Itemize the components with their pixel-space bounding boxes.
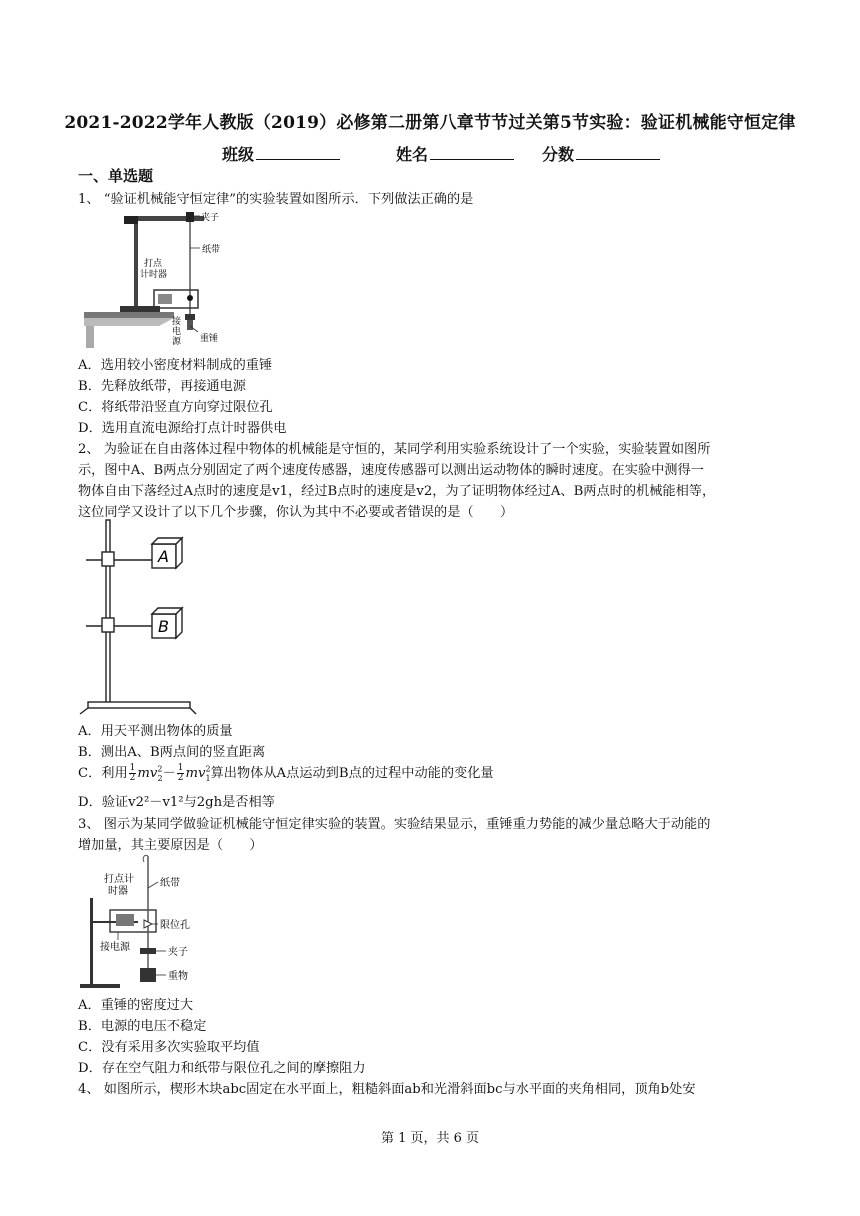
score-blank bbox=[576, 145, 660, 160]
q1-option-c[interactable]: C．将纸带沿竖直方向穿过限位孔 bbox=[78, 400, 273, 415]
page-title: 2021-2022学年人教版（2019）必修第二册第八章节节过关第5节实验：验证机械能守恒定律 bbox=[64, 113, 796, 133]
section-title: 一、单选题 bbox=[78, 167, 154, 185]
name-field bbox=[396, 142, 514, 165]
q1-label-timer-1: 打点 bbox=[144, 259, 163, 269]
q2-option-b[interactable]: B．测出A、B两点间的竖直距离 bbox=[78, 745, 266, 760]
q1-label-power-2: 电 bbox=[172, 327, 182, 337]
page-footer: 第 1 页，共 6 页 bbox=[380, 1131, 480, 1146]
q3-figure bbox=[78, 852, 208, 992]
q2-option-c-prefix: C．利用 bbox=[78, 766, 128, 781]
q2-line-1: 2、 为验证在自由落体过程中物体的机械能是守恒的，某同学利用实验系统设计了一个实验，实验装置如图所 bbox=[78, 442, 711, 457]
class-blank bbox=[256, 145, 340, 160]
q1-label-timer-2: 计时器 bbox=[140, 270, 168, 280]
name-label: 姓名 bbox=[396, 145, 429, 164]
q3-label-timer-1: 打点计 bbox=[104, 874, 134, 885]
q2-option-c[interactable]: C．利用 $\frac{1}{2}$ $mv^2_2-$ $\frac{1}{2}$ $mv^2_1$算出物体从A点运动到B点的过程中动能的变化量 bbox=[78, 763, 494, 783]
q3-line-1: 3、 图示为某同学做验证机械能守恒定律实验的装置。实验结果显示，重锤重力势能的减少量总略大于动能的 bbox=[78, 817, 711, 832]
q3-option-a[interactable]: A．重锤的密度过大 bbox=[78, 998, 194, 1013]
q3-option-c[interactable]: C．没有采用多次实验取平均值 bbox=[78, 1040, 260, 1055]
q3-line-2: 增加量，其主要原因是（ ） bbox=[78, 838, 263, 853]
q2-line-3: 物体自由下落经过A点时的速度是v1，经过B点时的速度是v2，为了证明物体经过A、B两点时的机械能相等， bbox=[78, 484, 716, 499]
class-field bbox=[222, 142, 340, 165]
q1-option-b[interactable]: B．先释放纸带，再接通电源 bbox=[78, 379, 246, 394]
q2-option-c-suffix: 算出物体从A点运动到B点的过程中动能的变化量 bbox=[210, 766, 494, 781]
q2-option-a[interactable]: A．用天平测出物体的质量 bbox=[78, 724, 233, 739]
q4-line-1: 4、 如图所示，楔形木块abc固定在水平面上，粗糙斜面ab和光滑斜面bc与水平面的夹角相同，顶角b处安 bbox=[78, 1082, 696, 1097]
q3-label-timer-2: 时器 bbox=[108, 886, 128, 897]
q1-option-d[interactable]: D．选用直流电源给打点计时器供电 bbox=[78, 421, 287, 436]
q1-label-clip: 夹子 bbox=[201, 213, 220, 223]
q1-label-tape: 纸带 bbox=[202, 245, 221, 255]
q1-label-weight: 重锤 bbox=[200, 334, 219, 344]
q1-stem: 1、 “验证机械能守恒定律”的实验装置如图所示．下列做法正确的是 bbox=[78, 192, 474, 207]
class-label: 班级 bbox=[222, 145, 255, 164]
q3-label-hole: 限位孔 bbox=[160, 920, 190, 931]
q2-label-b: B bbox=[158, 617, 169, 636]
q2-label-a: A bbox=[158, 547, 169, 566]
q1-label-power-3: 源 bbox=[172, 337, 182, 347]
q2-option-d[interactable]: D．验证v2²－v1²与2gh是否相等 bbox=[78, 795, 275, 810]
score-field bbox=[542, 142, 660, 165]
q2-line-2: 示，图中A、B两点分别固定了两个速度传感器，速度传感器可以测出运动物体的瞬时速度。在实验中测得一 bbox=[78, 463, 704, 478]
q3-label-tape: 纸带 bbox=[160, 878, 180, 889]
q3-option-d[interactable]: D．存在空气阻力和纸带与限位孔之间的摩擦阻力 bbox=[78, 1061, 366, 1076]
q2-line-4: 这位同学又设计了以下几个步骤，你认为其中不必要或者错误的是（ ） bbox=[78, 505, 514, 520]
q2-figure bbox=[78, 516, 198, 716]
half-fraction-2: $\frac{1}{2}$ bbox=[177, 763, 184, 783]
q3-label-clip: 夹子 bbox=[168, 947, 188, 958]
q1-label-power-1: 接 bbox=[172, 317, 182, 327]
half-fraction: $\frac{1}{2}$ bbox=[129, 763, 136, 783]
score-label: 分数 bbox=[542, 145, 575, 164]
q3-label-weight: 重物 bbox=[168, 971, 188, 982]
name-blank bbox=[430, 145, 514, 160]
q1-option-a[interactable]: A．选用较小密度材料制成的重锤 bbox=[78, 358, 273, 373]
q3-option-b[interactable]: B．电源的电压不稳定 bbox=[78, 1019, 207, 1034]
q1-figure bbox=[84, 208, 254, 348]
q3-label-power: 接电源 bbox=[100, 942, 130, 953]
